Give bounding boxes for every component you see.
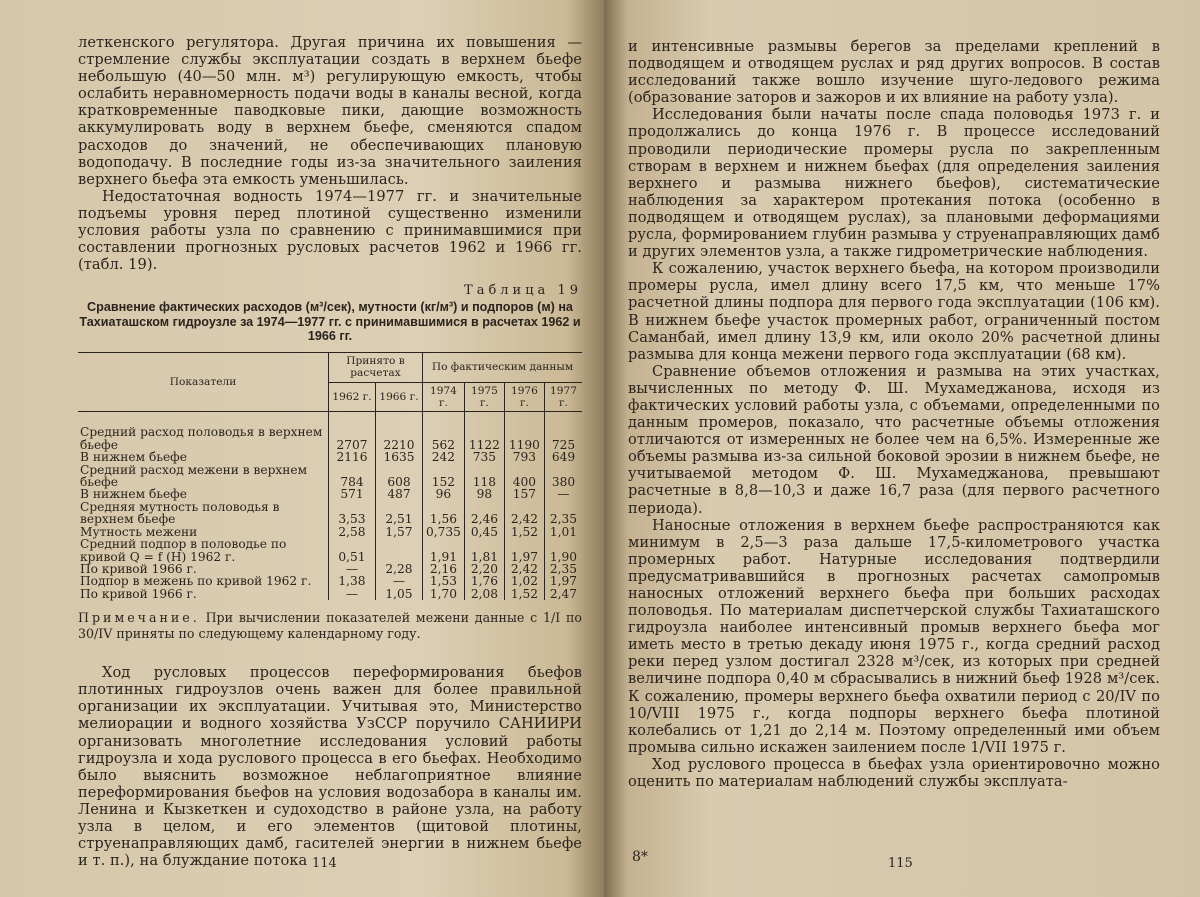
table-cell: 1,01 [549, 524, 578, 539]
paragraph: и интенсивные размывы берегов за пределами креплений в подводящем и отводящем руслах и ряд других вопросов. В состав исследований также вошло изучение шуго-ледового режима (образование заторов и зажоров и их влияние на работу узла). [628, 38, 1160, 107]
row-label: Средний подпор в половодье по кривой Q = f (H) 1962 г. [78, 538, 329, 563]
table-cell: 571 [329, 488, 376, 500]
col-indicator: Показатели [78, 352, 329, 412]
table-cell: 152 [422, 464, 464, 489]
col-year: 1974 г. [422, 382, 464, 412]
col-year: 1976 г. [504, 382, 544, 412]
paragraph: Сравнение объемов отложения и размыва на этих участках, вычисленных по методу Ф. Ш. Мухамеджанова, исходя из фактических условий работы узла, с объемами, определенными по данным промеров, показало, что расчетные объемы отложения отличаются от измеренных не более чем на 6,5%. Измеренные же объемы размыва из-за сильной боковой эрозии в нижнем бьефе, не учитываемой методом Ф. Ш. Мухамеджанова, превышают расчетные в 8,8—10,3 и даже 16,7 раза (для первого расчетного периода). [628, 362, 1160, 517]
table-cell: 2,08 [464, 588, 504, 600]
table-cell: 2,20 [464, 563, 504, 575]
table-row [78, 575, 582, 587]
table-cell: 1,97 [549, 574, 578, 589]
table-row [78, 464, 582, 489]
table-cell: 1122 [464, 412, 504, 451]
table-cell: 2,42 [504, 563, 544, 575]
paragraph: Исследования были начаты после спада половодья 1973 г. и продолжались до конца 1976 г. В процессе исследований проводили периодические промеры русла по закрепленным створам в верхнем и нижнем бьефах (для определения заиления верхнего и размыва нижнего бьефов), систематические наблюдения за характером протекания потока (особенно в подводящем и отводящем руслах), за плановыми деформациями русла, формированием глубин размыва у струенаправляющих дамб и других элементов узла, а также гидрометрические наблюдения. [628, 106, 1160, 261]
row-label: По кривой 1966 г. [78, 563, 329, 575]
row-label: Мутность межени [78, 526, 329, 538]
table-cell: 1,38 [329, 575, 376, 587]
right-page [604, 0, 1200, 897]
table-cell: — [557, 487, 570, 502]
col-year: 1977 г. [549, 384, 577, 410]
table-cell: 380 [551, 475, 576, 490]
row-label: Подпор в межень по кривой 1962 г. [78, 575, 329, 587]
table-cell: 1,81 [464, 538, 504, 563]
table-cell: 2,35 [549, 512, 578, 527]
table-cell: 784 [329, 464, 376, 489]
table-cell: 96 [422, 488, 464, 500]
table-cell: 0,45 [464, 526, 504, 538]
table-row [78, 538, 582, 563]
paragraph: К сожалению, участок верхнего бьефа, на котором производили промеры русла, имел длину всего 17,5 км, что меньше 17% расчетной длины подпора для первого года эксплуатации (106 км). В нижнем бьефе участок промерных работ, ограниченный постом Саманбай, имел длину 13,9 км, или около 20% расчетной длины размыва для конца межени первого года эксплуатации (68 км). [628, 260, 1160, 363]
table-row [78, 412, 582, 451]
note-label: Примечание. [78, 610, 200, 626]
table-cell: 2,51 [375, 501, 422, 526]
table-cell: 2,28 [375, 563, 422, 575]
table-cell: 562 [422, 412, 464, 451]
table-cell: 400 [504, 464, 544, 489]
table-cell: 1,52 [504, 526, 544, 538]
row-label: По кривой 1966 г. [78, 588, 329, 600]
table-cell: 118 [464, 464, 504, 489]
page-number: 114 [312, 856, 337, 871]
table-cell: 0,735 [422, 526, 464, 538]
table-cell: 735 [464, 451, 504, 463]
table-cell [375, 538, 422, 563]
table-cell: 793 [504, 451, 544, 463]
table-cell: 1190 [504, 412, 544, 451]
col-year: 1962 г. [329, 382, 376, 412]
table-cell: 1635 [375, 451, 422, 463]
table-cell: 1,05 [375, 588, 422, 600]
table-cell: 1,53 [422, 575, 464, 587]
comparison-table [78, 352, 582, 600]
table-caption: Сравнение фактических расходов (м³/сек), мутности (кг/м³) и подпоров (м) на Тахиаташском гидроузле за 1974—1977 гг. с принимавшимися в расчетах 1962 и 1966 гг. [79, 300, 581, 344]
table-cell: 1,02 [504, 575, 544, 587]
table-cell: 2,16 [422, 563, 464, 575]
table-row [78, 451, 582, 463]
table-cell: — [375, 575, 422, 587]
table-cell: 2,58 [329, 526, 376, 538]
table-cell: 3,53 [329, 501, 376, 526]
col-year: 1966 г. [375, 382, 422, 412]
paragraph: Ход русловых процессов переформирования бьефов плотинных гидроузлов очень важен для более правильной организации их эксплуатации. Учитывая это, Министерство мелиорации и водного хозяйства УзССР поручило САНИИРИ организовать многолетние исследования условий работы гидроузла и хода руслового процесса в его бьефах. Необходимо было выяснить возможное неблагоприятное влияние переформирования бьефов на условия водозабора в каналы им. Ленина и Кызкеткен и судоходство в районе узла, на работу узла в целом, и его элементов (щитовой плотины, струенаправляющих дамб, гасителей энергии в нижнем бьефе и т. п.), на блуждание потока [78, 664, 582, 870]
col-year: 1975 г. [464, 382, 504, 412]
paragraph: леткенского регулятора. Другая причина их повышения — стремление службы эксплуатации создать в верхнем бьефе небольшую (40—50 млн. м³) регулирующую емкость, чтобы ослабить неравномерность подачи воды в каналы весной, когда кратковременные паводковые пики, дающие возможность аккумулировать воду в верхнем бьефе, сменяются спадом расходов до значений, не обеспечивающих плановую водоподачу. В последние годы из-за значительного заиления верхнего бьефа эта емкость уменьшилась. [78, 34, 582, 188]
table-cell: 2,46 [464, 501, 504, 526]
table-cell: 2,35 [549, 561, 578, 576]
table-cell: 1,90 [549, 549, 578, 564]
row-label: В нижнем бьефе [78, 451, 329, 463]
table-cell: — [329, 588, 376, 600]
table-cell: — [329, 563, 376, 575]
row-label: В нижнем бьефе [78, 488, 329, 500]
col-group-accepted: Принято в расчетах [329, 352, 423, 382]
table-cell: 487 [375, 488, 422, 500]
table-cell: 1,57 [375, 526, 422, 538]
signature-mark: 8* [632, 849, 648, 865]
table-cell: 2,42 [504, 501, 544, 526]
table-cell: 1,56 [422, 501, 464, 526]
col-group-actual: По фактическим данным [422, 352, 582, 382]
table-cell: 1,52 [504, 588, 544, 600]
table-number: Таблица 19 [464, 283, 582, 299]
row-label: Средний расход половодья в верхнем бьефе [78, 412, 329, 451]
table-cell: 2116 [329, 451, 376, 463]
row-label: Средняя мутность половодья в верхнем бьефе [78, 501, 329, 526]
table-cell: 1,70 [422, 588, 464, 600]
paragraph: Ход руслового процесса в бьефах узла ориентировочно можно оценить по материалам наблюдений службы эксплуата- [628, 755, 1160, 791]
table-cell: 1,91 [422, 538, 464, 563]
table-cell: 608 [375, 464, 422, 489]
table-cell: 725 [551, 437, 576, 452]
table-cell: 2210 [375, 412, 422, 451]
table-cell: 1,76 [464, 575, 504, 587]
table-cell: 157 [504, 488, 544, 500]
paragraph: Наносные отложения в верхнем бьефе распространяются как минимум в 2,5—3 раза дальше 17,5-километрового участка промерных работ. Натурные исследования подтвердили предусматривавшийся в прогнозных расчетах самопромыв наносных отложений верхнего бьефа при больших расходах половодья. По материалам диспетчерской службы Тахиаташского гидроузла наиболее интенсивный промыв верхнего бьефа мог иметь место в третью декаду июня 1975 г., когда средний расход реки перед узлом достигал 2328 м³/сек, из которых при средней величине подпора 0,40 м сбрасывались в нижний бьеф 1928 м³/сек. К сожалению, промеры верхнего бьефа охватили период с 20/IV по 10/VIII 1975 г., когда подпоры верхнего бьефа плотиной колебались от 1,21 до 2,14 м. Поэтому определенный ими объем промыва сильно искажен заилением после 1/VII 1975 г. [628, 516, 1160, 756]
table-note [78, 610, 582, 642]
table-row [78, 501, 582, 526]
note-text: При вычислении показателей межени данные с 1/I по 30/IV приняты по следующему календарному году. [78, 610, 582, 642]
table-cell: 242 [422, 451, 464, 463]
paragraph: Недостаточная водность 1974—1977 гг. и значительные подъемы уровня перед плотиной существенно изменили условия работы узла по сравнению с принимавшимися при составлении прогнозных русловых расчетов 1962 и 1966 гг. (табл. 19). [78, 187, 582, 274]
table-cell: 0,51 [329, 538, 376, 563]
row-label: Средний расход межени в верхнем бьефе [78, 464, 329, 489]
table-row [78, 588, 582, 600]
table-cell: 649 [551, 450, 576, 465]
table-cell: 98 [464, 488, 504, 500]
table-cell: 2707 [329, 412, 376, 451]
page-number: 115 [888, 856, 913, 871]
table-row [78, 488, 582, 500]
table-cell: 2,47 [549, 586, 578, 601]
table-cell: 1,97 [504, 538, 544, 563]
